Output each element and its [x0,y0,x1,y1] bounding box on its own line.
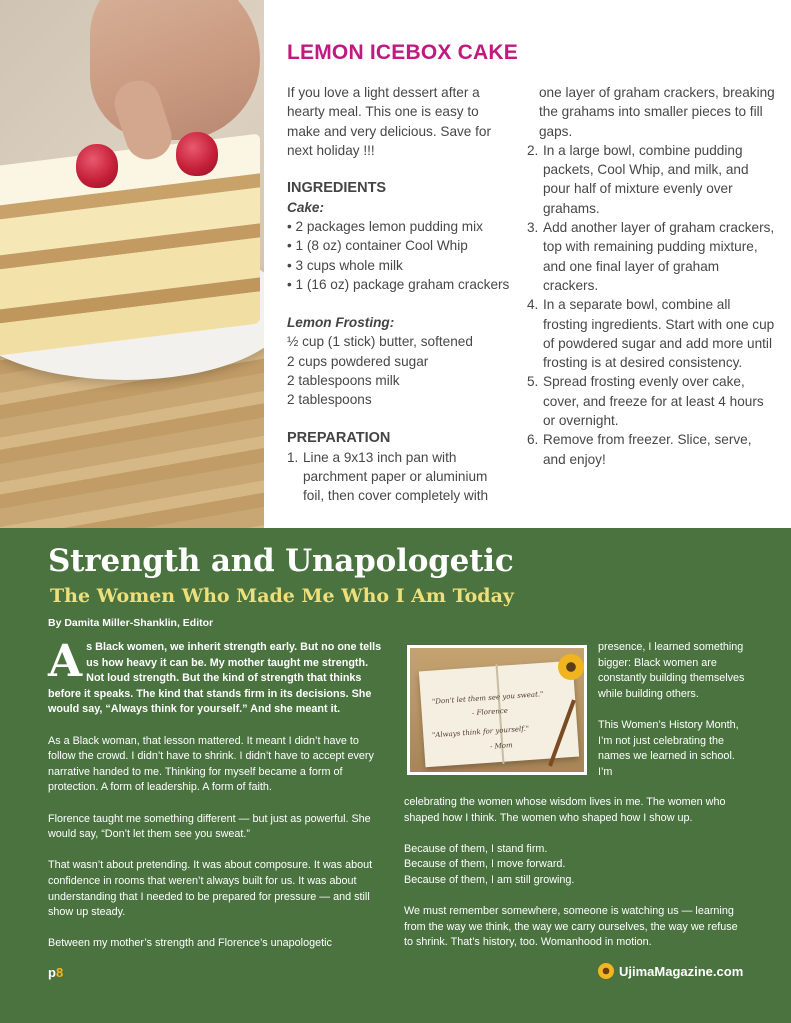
recipe-left-column [287,83,512,505]
step-item: 3. Add another layer of graham crackers, top with remaining pudding mixture, and one final layer of graham crackers. [527,220,775,293]
step-item: 5. Spread frosting evenly over cake, cover, and freeze for at least 4 hours or overnight. [527,374,764,429]
step-continuation: one layer of graham crackers, breaking the grahams into smaller pieces to fill gaps. [539,85,775,139]
site-link[interactable] [598,963,743,979]
drop-cap: A [48,636,83,687]
paragraph: We must remember somewhere, someone is watching us — learning from the way we think, the way we carry ourselves, the way we refuse to shrink. That’s history, too. Womanhood in motion. [404,905,738,949]
paragraph: Between my mother’s strength and Florence’s unapologetic [48,937,332,950]
raspberry [176,132,218,176]
paragraph-line: Because of them, I move forward. [404,858,566,871]
article-title: Strength and Unapologetic [48,543,514,579]
recipe-right-column [527,83,777,469]
site-url: UjimaMagazine.com [619,963,744,979]
list-item: ½ cup (1 stick) butter, softened [287,334,473,350]
paragraph: As a Black woman, that lesson mattered. It meant I didn’t have to follow the crowd. I didn’t have to shrink. I didn’t have to accept every narrative handed to me. Thinking for myself became a form of protection. A form of leadership. A form of faith. [48,734,374,794]
notebook-attribution: - Mom [489,741,513,751]
steps-right [527,141,777,469]
notebook-attribution: - Florence [471,706,509,718]
paragraph: celebrating the women whose wisdom lives in me. The women who shaped how I think. The women who shaped how I show up. [404,796,726,824]
frosting-heading: Lemon Frosting: [287,315,395,331]
byline: By Damita Miller-Shanklin, Editor [48,617,214,629]
frosting-ingredients [287,332,512,409]
lead-paragraph: As Black women, we inherit strength early. But no one tells us how heavy it can be. My mother taught me strength. Not loud strength. But the kind of strength that thinks before it speaks. The kind that stands firm in its decisions. She would say, “Always think for yourself.” And she meant it. [48,636,382,716]
sunflower-icon [598,963,614,979]
sunflower-icon [558,654,584,680]
cake-slice [0,133,260,356]
paragraph: presence, I learned something bigger: Black women are constantly building themselves while building others. [598,641,745,700]
paragraph-line: Because of them, I am still growing. [404,873,575,886]
ingredients-heading: INGREDIENTS [287,180,387,197]
list-item: • 1 (8 oz) container Cool Whip [287,238,468,254]
article-subtitle: The Women Who Made Me Who I Am Today [50,585,514,607]
step-item: 6. Remove from freezer. Slice, serve, and enjoy! [527,432,752,467]
paragraph: Florence taught me something different — but just as powerful. She would say, “Don’t let them see you sweat.” [48,812,371,841]
paragraph: That wasn’t about pretending. It was about composure. It was about confidence in rooms that weren’t always built for us. It was about understanding that I needed to be prepared for pressure — and still show up steady. [48,859,373,919]
paragraph: This Women’s History Month, I’m not just celebrating the names we learned in school. I’m [598,718,739,778]
raspberry [76,144,118,188]
recipe-title: LEMON ICEBOX CAKE [287,41,518,64]
list-item: 2 cups powdered sugar [287,353,429,369]
cake-photo [0,0,264,528]
cake-ingredients [287,217,512,294]
notebook-quote: "Don't let them see you sweat." [431,690,544,706]
cake-heading: Cake: [287,200,325,216]
page-number: p8 [48,965,64,980]
article-right-wide-column [404,795,749,967]
step-item: 1. Line a 9x13 inch pan with parchment paper or aluminium foil, then cover completely with [287,449,489,504]
article-right-narrow-column [598,640,748,796]
recipe-intro: If you love a light dessert after a hearty meal. This one is easy to make and very delicious. Save for next holiday !!! [287,85,492,158]
preparation-heading: PREPARATION [287,429,391,446]
article-left-column [48,636,386,967]
steps-left [287,448,512,506]
list-item: • 3 cups whole milk [287,257,403,273]
step-item: 2. In a large bowl, combine pudding packets, Cool Whip, and milk, and pour half of mixture evenly over grahams. [527,142,749,216]
notebook-quote: "Always think for yourself." [431,724,530,740]
list-item: 2 tablespoons milk [287,372,400,388]
step-item: 4. In a separate bowl, combine all frosting ingredients. Start with one cup of powdered sugar and add more until frosting is at desired consistency. [527,297,775,371]
hand [90,0,260,140]
notebook-image [407,645,587,775]
paragraph-line: Because of them, I stand firm. [404,842,548,855]
list-item: • 1 (16 oz) package graham crackers [287,277,510,293]
list-item: 2 tablespoons [287,392,372,408]
list-item: • 2 packages lemon pudding mix [287,219,483,235]
